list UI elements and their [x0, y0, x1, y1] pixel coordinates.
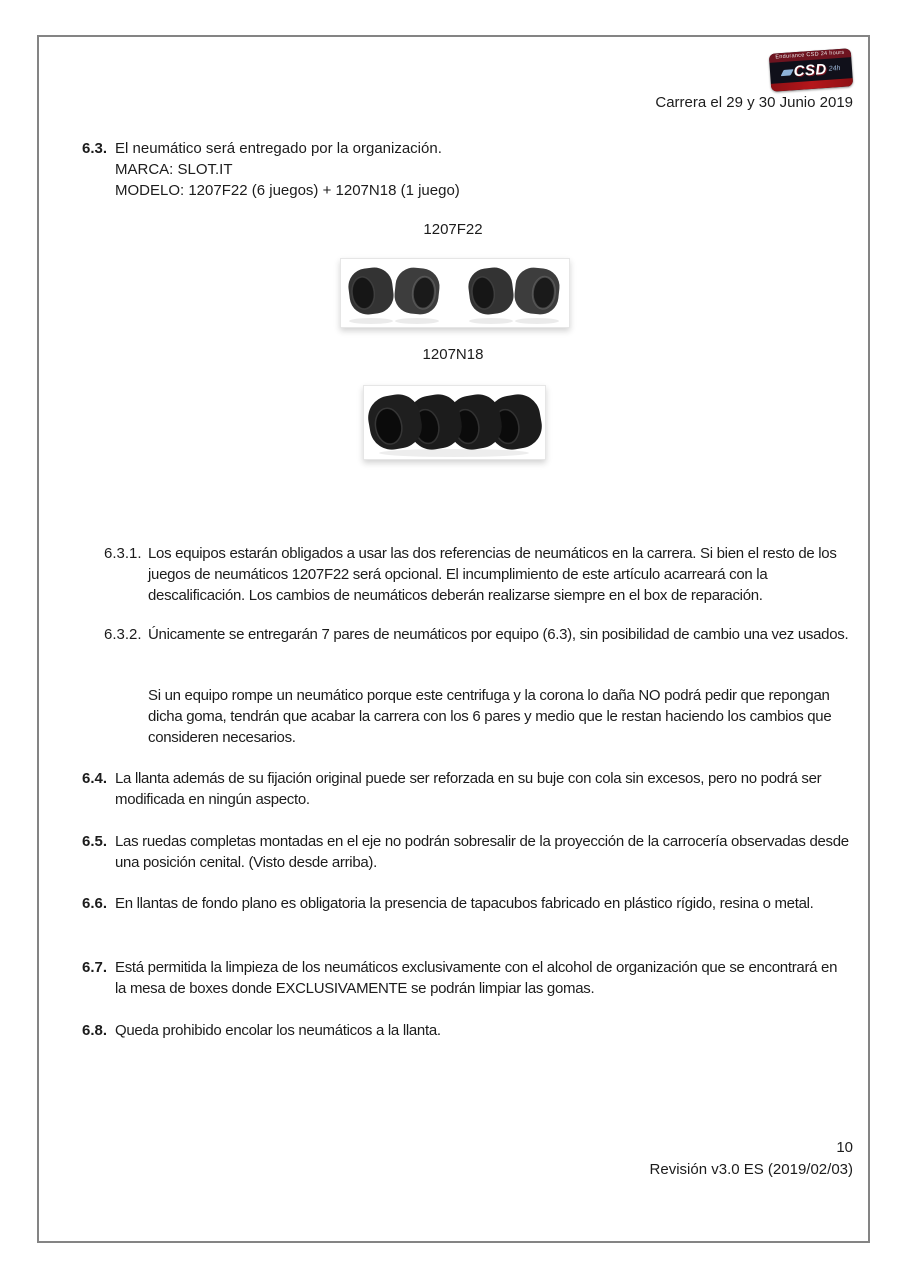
rule-number: 6.6. [82, 895, 108, 912]
rule-6-5 [82, 831, 852, 873]
rule-number: 6.5. [82, 833, 108, 850]
rule-text: En llantas de fondo plano es obligatoria la presencia de tapacubos fabricado en plástico rígido, resina o metal. [115, 895, 814, 912]
logo-script-text: 24h [828, 64, 841, 73]
subsection-number: 6.3.2. [104, 626, 142, 643]
subsection-6-3-2 [104, 624, 851, 645]
page-number: 10 [836, 1139, 853, 1156]
logo-wing-icon [780, 69, 793, 76]
rule-text: Está permitida la limpieza de los neumáticos exclusivamente con el alcohol de organización que se encontrará en la mesa de boxes donde EXCLUSIVAMENTE se podrán limpiar las gomas. [115, 959, 838, 997]
figure1-label: 1207F22 [423, 221, 483, 238]
tires-1207n18-graphic [364, 386, 545, 459]
section-body [115, 138, 852, 201]
figure2-tires-image [363, 385, 546, 460]
rule-number: 6.4. [82, 770, 108, 787]
tires-1207f22-graphic [341, 259, 569, 327]
rule-6-6 [82, 893, 852, 914]
revision-line: Revisión v3.0 ES (2019/02/03) [649, 1161, 853, 1178]
section-intro: El neumático será entregado por la organización. [115, 140, 442, 157]
subsection-text: Únicamente se entregarán 7 pares de neumáticos por equipo (6.3), sin posibilidad de cambio una vez usados. [148, 626, 849, 643]
csd-endurance-logo [769, 48, 853, 92]
race-date-line: Carrera el 29 y 30 Junio 2019 [655, 94, 853, 111]
rule-text: La llanta además de su fijación original puede ser reforzada en su buje con cola sin excesos, pero no podrá ser modificada en ningún aspecto. [115, 770, 822, 808]
section-6-3 [82, 138, 852, 201]
rule-6-8 [82, 1020, 852, 1041]
logo-top-text: Endurance CSD 24 hours [769, 48, 851, 63]
section-number: 6.3. [82, 140, 108, 157]
subsection-number: 6.3.1. [104, 545, 142, 562]
figure2-label: 1207N18 [422, 346, 484, 363]
rule-number: 6.8. [82, 1022, 108, 1039]
rule-number: 6.7. [82, 959, 108, 976]
subsection-6-3-2-continuation: Si un equipo rompe un neumático porque este centrifuga y la corona lo daña NO podrá pedir que repongan dicha goma, tendrán que acabar la carrera con los 6 pares y medio que le restan haciendo los cambios que consideren necesarios. [148, 687, 832, 746]
model-line: MODELO: 1207F22 (6 juegos) + 1207N18 (1 juego) [115, 182, 460, 199]
figure1-tires-image [340, 258, 570, 328]
rule-6-4 [82, 768, 852, 810]
subsection-text: Los equipos estarán obligados a usar las dos referencias de neumáticos en la carrera. Si bien el resto de los juegos de neumáticos 1207F22 será opcional. El incumplimiento de este artículo acarreará con la descalificación. Los cambios de neumáticos deberán realizarse siempre en el box de reparación. [148, 545, 837, 604]
logo-main-text: CSD [793, 60, 828, 81]
brand-line: MARCA: SLOT.IT [115, 161, 233, 178]
rule-text: Queda prohibido encolar los neumáticos a la llanta. [115, 1022, 441, 1039]
rule-text: Las ruedas completas montadas en el eje no podrán sobresalir de la proyección de la carrocería observadas desde una posición cenital. (Visto desde arriba). [115, 833, 849, 871]
subsection-6-3-1 [104, 543, 851, 606]
rule-6-7 [82, 957, 852, 999]
